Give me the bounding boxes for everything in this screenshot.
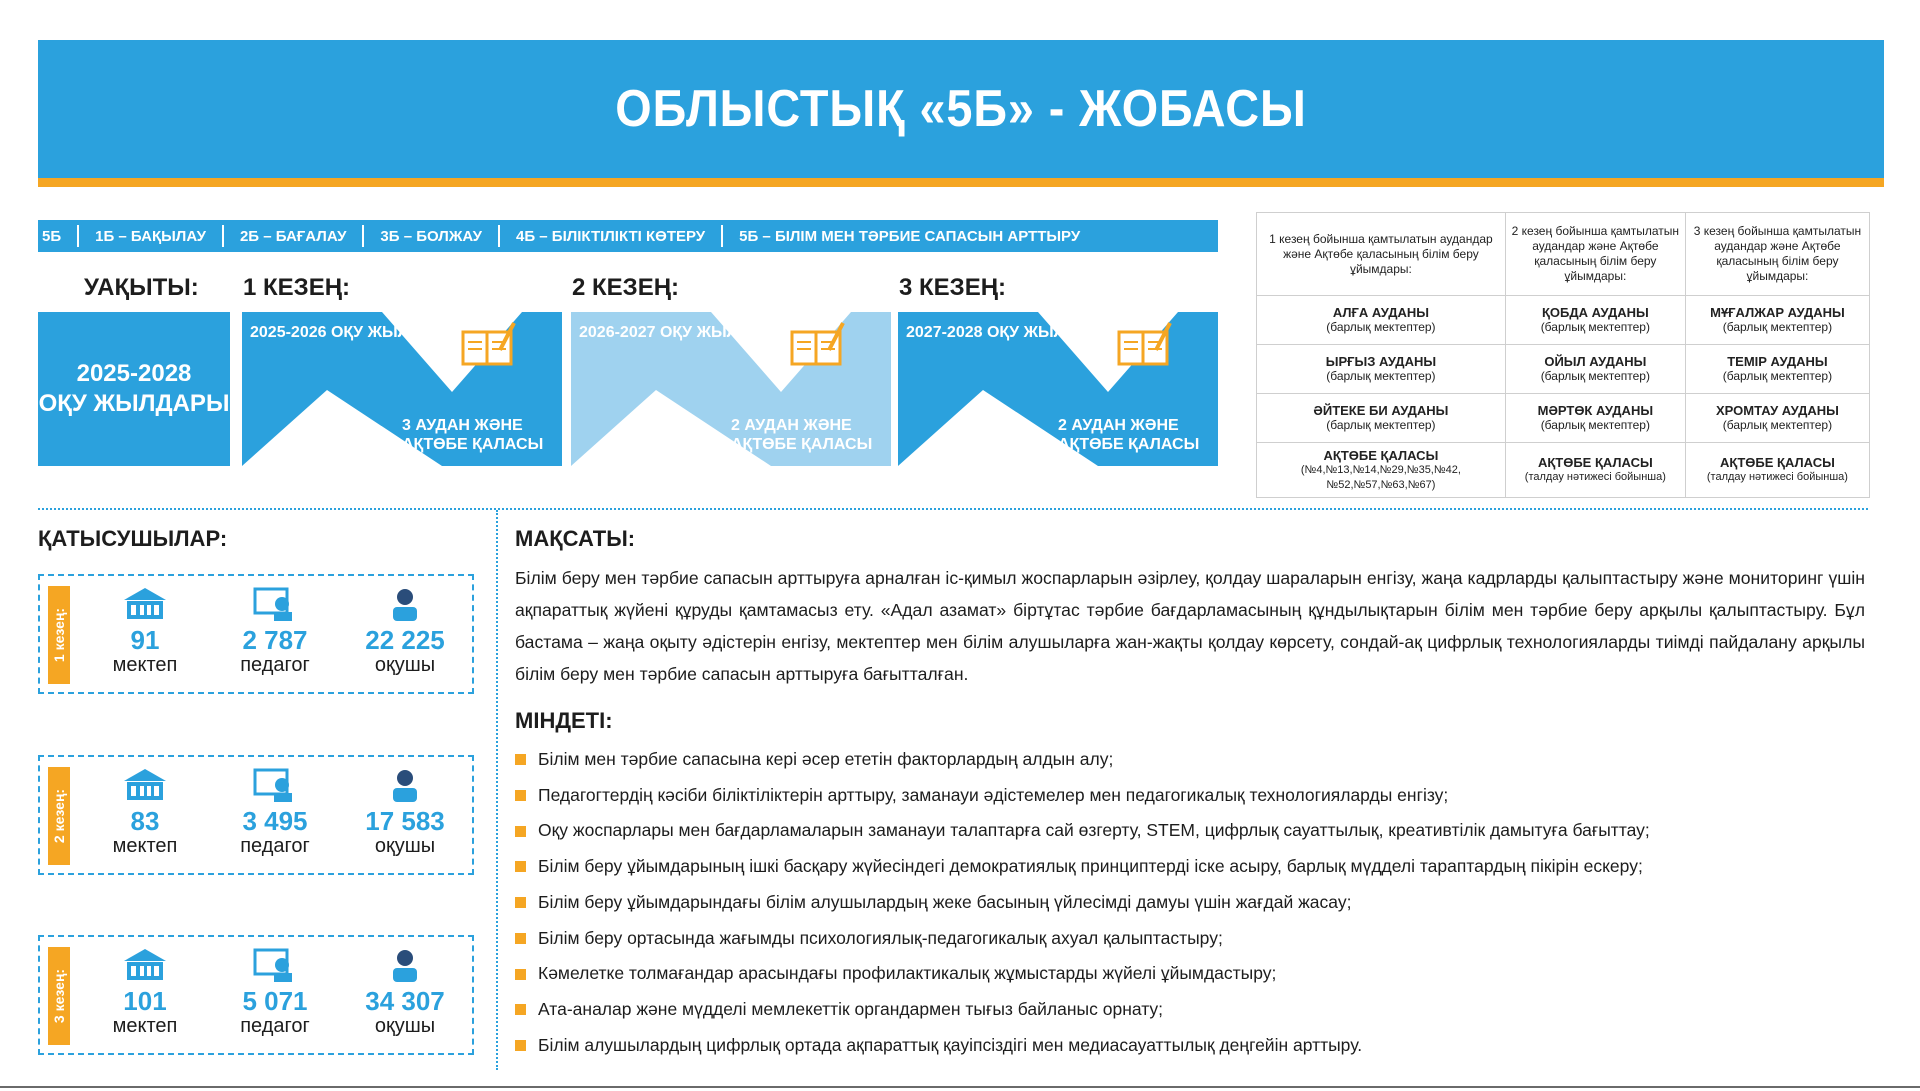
students-label: оқушы: [374, 1015, 436, 1037]
teachers-stat: [220, 767, 330, 857]
bullet-icon: [515, 826, 526, 837]
teachers-stat: [220, 947, 330, 1037]
participants-stage-2: [38, 755, 474, 875]
teachers-count: 2 787: [242, 625, 308, 655]
goal-title: МАҚСАТЫ:: [515, 526, 636, 551]
stage-3-box: [898, 312, 1218, 466]
school-icon: [122, 947, 168, 983]
schools-stat: [90, 586, 200, 676]
five-b-bar: [38, 220, 1218, 252]
list-item: Білім мен тәрбие сапасына кері әсер ететін факторлардың алдын алу;: [515, 742, 1875, 778]
stage-2-box: [571, 312, 891, 466]
schools-count: 83: [130, 806, 160, 836]
bullet-icon: [515, 1004, 526, 1015]
bullet-icon: [515, 754, 526, 765]
stage-1-year: 2025-2026 ОҚУ ЖЫЛЫ: [250, 324, 425, 341]
students-stat: [350, 586, 460, 676]
schools-stat: [90, 767, 200, 857]
list-item: Оқу жоспарлары мен бағдарламаларын заманауи талаптарға сай өзгерту, STEM, цифрлық сауаттылық, креативтілік дамытуға бағыттау;: [515, 813, 1875, 849]
teacher-icon: [252, 767, 298, 803]
table-cell: ТЕМІР АУДАНЫ (барлық мектептер): [1685, 345, 1869, 394]
table-row: [1257, 443, 1870, 498]
schools-count: 91: [130, 625, 160, 655]
school-icon: [122, 767, 168, 803]
table-row: [1257, 296, 1870, 345]
tasks-title: МІНДЕТІ:: [515, 708, 613, 733]
stage-tag: 3 кезең:: [48, 947, 70, 1045]
list-item: Білім беру ортасында жағымды психологиялық-педагогикалық ахуал қалыптастыру;: [515, 921, 1875, 957]
teacher-icon: [252, 947, 298, 983]
student-icon: [382, 586, 428, 622]
participants-title: ҚАТЫСУШЫЛАР:: [38, 526, 228, 551]
table-header: 3 кезең бойынша қамтылатын аудандар және Ақтөбе қаласының білім беру ұйымдары:: [1685, 213, 1869, 296]
book-pen-icon: [789, 320, 847, 370]
table-cell: ХРОМТАУ АУДАНЫ (барлық мектептер): [1685, 394, 1869, 443]
list-item: Білім беру ұйымдарының ішкі басқару жүйесіндегі демократиялық принциптерді іске асыру, барлық мүдделі тараптардың пікірін ескеру;: [515, 849, 1875, 885]
students-label: оқушы: [374, 654, 436, 676]
page-title: ОБЛЫСТЫҚ «5Б» - ЖОБАСЫ: [615, 80, 1307, 138]
teachers-label: педагог: [240, 654, 310, 676]
table-header: 1 кезең бойынша қамтылатын аудандар және Ақтөбе қаласының білім беру ұйымдары:: [1257, 213, 1506, 296]
stage-3-title: 3 КЕЗЕҢ:: [899, 274, 1007, 301]
book-pen-icon: [460, 320, 518, 370]
districts-table: [1256, 212, 1870, 498]
list-item: Педагогтердің кәсіби біліктіліктерін арттыру, заманауи әдістемелер мен педагогикалық технологияларды енгізу;: [515, 778, 1875, 814]
tasks-list: [515, 742, 1875, 1063]
teachers-count: 5 071: [242, 986, 308, 1016]
bullet-icon: [515, 897, 526, 908]
participants-stage-3: [38, 935, 474, 1055]
table-row: [1257, 394, 1870, 443]
schools-label: мектеп: [112, 1015, 178, 1037]
bar-item: 3Б – БОЛЖАУ: [362, 225, 498, 247]
schools-count: 101: [123, 986, 167, 1016]
participants-stage-1: [38, 574, 474, 694]
teachers-stat: [220, 586, 330, 676]
table-cell: ЫРҒЫЗ АУДАНЫ (барлық мектептер): [1257, 345, 1506, 394]
timing-years: 2025-2028: [76, 360, 192, 387]
stage-3-year: 2027-2028 ОҚУ ЖЫЛЫ: [906, 324, 1081, 341]
bullet-icon: [515, 1040, 526, 1051]
stage-1-note: 3 АУДАН ЖӘНЕ АҚТӨБЕ ҚАЛАСЫ: [402, 417, 544, 453]
table-cell: ӘЙТЕКЕ БИ АУДАНЫ (барлық мектептер): [1257, 394, 1506, 443]
table-header: 2 кезең бойынша қамтылатын аудандар және Ақтөбе қаласының білім беру ұйымдары:: [1505, 213, 1685, 296]
stage-2-note: 2 АУДАН ЖӘНЕ АҚТӨБЕ ҚАЛАСЫ: [731, 417, 873, 453]
table-cell: АЛҒА АУДАНЫ (барлық мектептер): [1257, 296, 1506, 345]
students-count: 22 225: [365, 625, 445, 655]
table-cell: АҚТӨБЕ ҚАЛАСЫ (№4,№13,№14,№29,№35,№42, №52,№57,№63,№67): [1257, 443, 1506, 498]
goal-text: Білім беру мен тәрбие сапасын арттыруға арналған іс-қимыл жоспарларын әзірлеу, қолдау шараларын енгізу, жаңа кадрларды қалыптастыру және мониторинг үшін ақпараттық жүйені құруды қамтамасыз ету. «Адал азамат» біртұтас тәрбие бағдарламасының құндылықтарын білім мен тәрбие беру арқылы қалыптастыру. Бұл бастама – жаңа оқыту әдістерін енгізу, мектептер мен білім алушыларға жан-жақты қолдау көрсету, сондай-ақ цифрлық технологияларды тиімді пайдалану арқылы білім беру мен тәрбие сапасын арттыруға бағытталған.: [515, 568, 1865, 684]
schools-label: мектеп: [112, 654, 178, 676]
bar-item: 2Б – БАҒАЛАУ: [222, 225, 362, 247]
timing-box: [38, 312, 230, 466]
list-item: Ата-аналар және мүдделі мемлекеттік органдармен тығыз байланыс орнату;: [515, 992, 1875, 1028]
bullet-icon: [515, 861, 526, 872]
stage-tag: 2 кезең:: [48, 767, 70, 865]
teachers-label: педагог: [240, 835, 310, 857]
timing-label: УАҚЫТЫ:: [84, 274, 199, 301]
students-label: оқушы: [374, 835, 436, 857]
bar-item: 5Б: [42, 227, 62, 245]
students-count: 17 583: [365, 806, 445, 836]
book-pen-icon: [1116, 320, 1174, 370]
student-icon: [382, 947, 428, 983]
student-icon: [382, 767, 428, 803]
teacher-icon: [252, 586, 298, 622]
table-header-row: [1257, 213, 1870, 296]
stage-2-title: 2 КЕЗЕҢ:: [572, 274, 680, 301]
stage-1-title: 1 КЕЗЕҢ:: [243, 274, 351, 301]
bar-item: 4Б – БІЛІКТІЛІКТІ КӨТЕРУ: [498, 225, 721, 247]
students-stat: [350, 947, 460, 1037]
school-icon: [122, 586, 168, 622]
table-cell: АҚТӨБЕ ҚАЛАСЫ (талдау нәтижесі бойынша): [1685, 443, 1869, 498]
teachers-label: педагог: [240, 1015, 310, 1037]
bullet-icon: [515, 790, 526, 801]
header-stripe: [38, 178, 1884, 187]
students-stat: [350, 767, 460, 857]
stage-3-note: 2 АУДАН ЖӘНЕ АҚТӨБЕ ҚАЛАСЫ: [1058, 417, 1200, 453]
table-cell: АҚТӨБЕ ҚАЛАСЫ (талдау нәтижесі бойынша): [1505, 443, 1685, 498]
table-row: [1257, 345, 1870, 394]
table-cell: ҚОБДА АУДАНЫ (барлық мектептер): [1505, 296, 1685, 345]
list-item: Білім алушылардың цифрлық ортада ақпараттық қауіпсіздігі мен медиасауаттылық деңгейін арттыру.: [515, 1028, 1875, 1064]
table-cell: МӘРТӨК АУДАНЫ (барлық мектептер): [1505, 394, 1685, 443]
bar-item: 5Б – БІЛІМ МЕН ТӘРБИЕ САПАСЫН АРТТЫРУ: [721, 225, 1096, 247]
column-divider: [496, 510, 498, 1070]
schools-stat: [90, 947, 200, 1037]
timing-years-label: ОҚУ ЖЫЛДАРЫ: [38, 390, 230, 417]
bottom-border: [0, 1086, 1920, 1088]
teachers-count: 3 495: [242, 806, 308, 836]
stage-1-box: [242, 312, 562, 466]
section-divider: [38, 508, 1868, 510]
bullet-icon: [515, 933, 526, 944]
stage-2-year: 2026-2027 ОҚУ ЖЫЛЫ: [579, 324, 754, 341]
list-item: Кәмелетке толмағандар арасындағы профилактикалық жұмыстарды жүйелі ұйымдастыру;: [515, 956, 1875, 992]
table-cell: ОЙЫЛ АУДАНЫ (барлық мектептер): [1505, 345, 1685, 394]
list-item: Білім беру ұйымдарындағы білім алушылардың жеке басының үйлесімді дамуы үшін жағдай жасау;: [515, 885, 1875, 921]
table-cell: МҰҒАЛЖАР АУДАНЫ (барлық мектептер): [1685, 296, 1869, 345]
bar-item: 1Б – БАҚЫЛАУ: [77, 225, 222, 247]
bullet-icon: [515, 969, 526, 980]
schools-label: мектеп: [112, 835, 178, 857]
stage-tag: 1 кезең:: [48, 586, 70, 684]
students-count: 34 307: [365, 986, 445, 1016]
